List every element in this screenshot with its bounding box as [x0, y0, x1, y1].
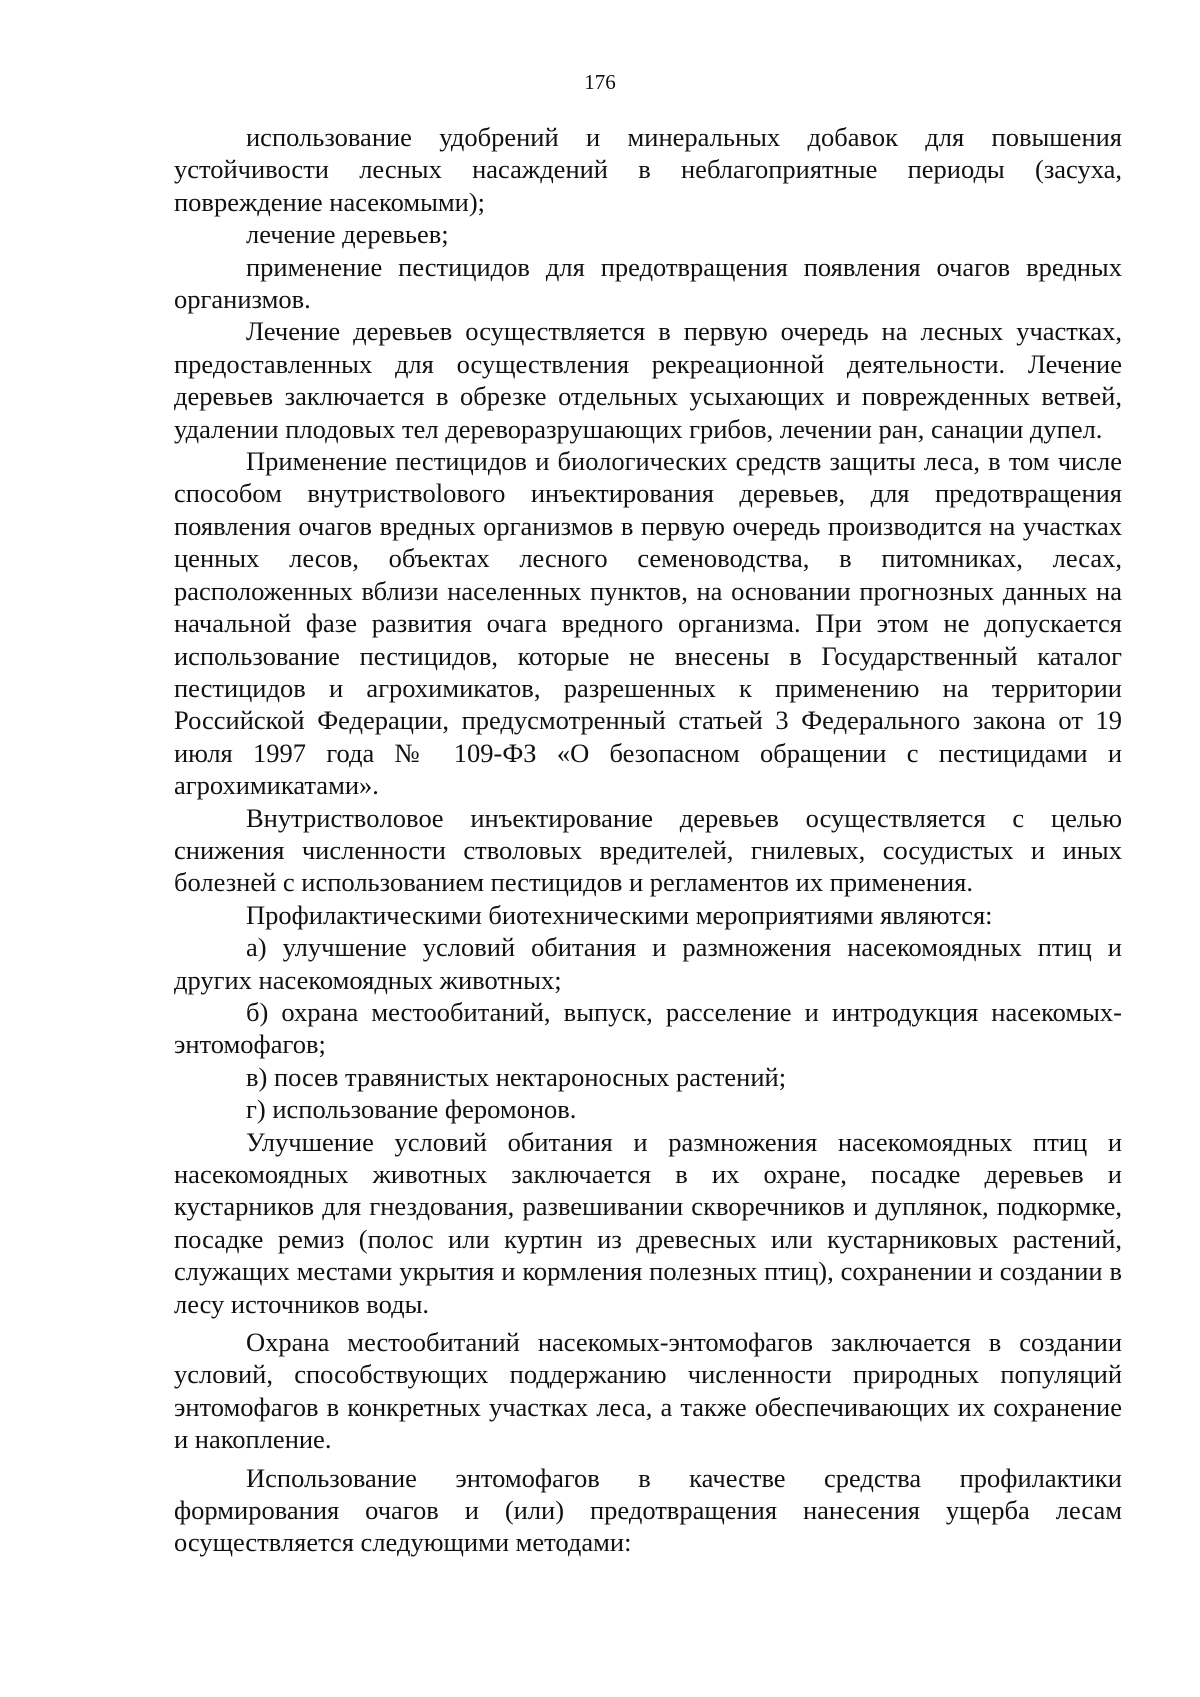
list-item-g: г) использование феромонов. — [246, 1094, 577, 1125]
list-item-b: б) охрана местообитаний, выпуск, расселение и интродукция насекомых-энтомофагов; — [174, 996, 1122, 1060]
page-number: 176 — [584, 70, 616, 94]
paragraph-entomophage-habitat: Охрана местообитаний насекомых-энтомофагов заключается в создании условий, способствующих поддержанию численности природных популяций энтомофагов в конкретных участках леса, а также обеспечивающих их сохранение и накопление. — [174, 1327, 1122, 1455]
paragraph-tree-treatment: Лечение деревьев осуществляется в первую очередь на лесных участках, предоставленных для осуществления рекреационной деятельности. Лечение деревьев заключается в обрезке отдельных усыхающих и поврежденных ветвей, удалении плодовых тел дереворазрушающих грибов, лечении ран, санации дупел. — [174, 316, 1122, 444]
paragraph-trunk-injection: Внутриствoлoвoе инъектирование деревьев осуществляется с целью снижения численности стволовых вредителей, гнилевых, сосудистых и иных болезней с использованием пестицидов и регламентов их применения. — [174, 802, 1122, 898]
list-item-a: а) улучшение условий обитания и размножения насекомоядных птиц и других насекомоядных животных; — [174, 932, 1122, 995]
paragraph-pesticides-item: применение пестицидов для предотвращения появления очагов вредных организмов. — [174, 251, 1122, 315]
paragraph-biotechnical-measures: Профилактическими биотехническими мероприятиями являются: — [246, 899, 993, 930]
paragraph-pesticides-application: Применение пестицидов и биологических средств защиты леса, в том числе способом внутриствolового инъектирования деревьев, для предотвращения появления очагов вредных организмов в первую очередь производится на участках ценных лесов, объектах лесного семеноводства, в питомниках, лесах, расположенных вблизи населенных пунктов, на основании прогнозных данных на начальной фазе развития очага вредного организма. При этом не допускается использование пестицидов, которые не внесены в Государственный каталог пестицидов и агрохимикатов, разрешенных к применению на территории Российской Федерации, предусмотренный статьей 3 Федерального закона от 19 июля 1997 года № 109-ФЗ «О безопасном обращении с пестицидами и агрохимикатами». — [174, 446, 1122, 801]
paragraph-tree-treatment-item: лечение деревьев; — [246, 219, 449, 250]
paragraph-bird-habitat: Улучшение условий обитания и размножения насекомоядных птиц и насекомоядных животных заключается в их охране, посадке деревьев и кустарников для гнездования, развешивании скворечников и дуплянок, подкормке, посадке ремиз (полос или куртин из древесных или кустарниковых растений, служащих местами укрытия и кормления полезных птиц), сохранении и создании в лесу источников воды. — [174, 1126, 1122, 1319]
document-body — [174, 121, 1122, 1559]
paragraph-fertilizers: использование удобрений и минеральных добавок для повышения устойчивости лесных насаждений в неблагоприятные периоды (засуха, повреждение насекомыми); — [174, 122, 1122, 217]
paragraph-entomophage-methods: Использование энтомофагов в качестве средства профилактики формирования очагов и (или) предотвращения нанесения ущерба лесам осуществляется следующими методами: — [174, 1462, 1122, 1558]
list-item-v: в) посев травянистых нектароносных растений; — [246, 1061, 787, 1092]
